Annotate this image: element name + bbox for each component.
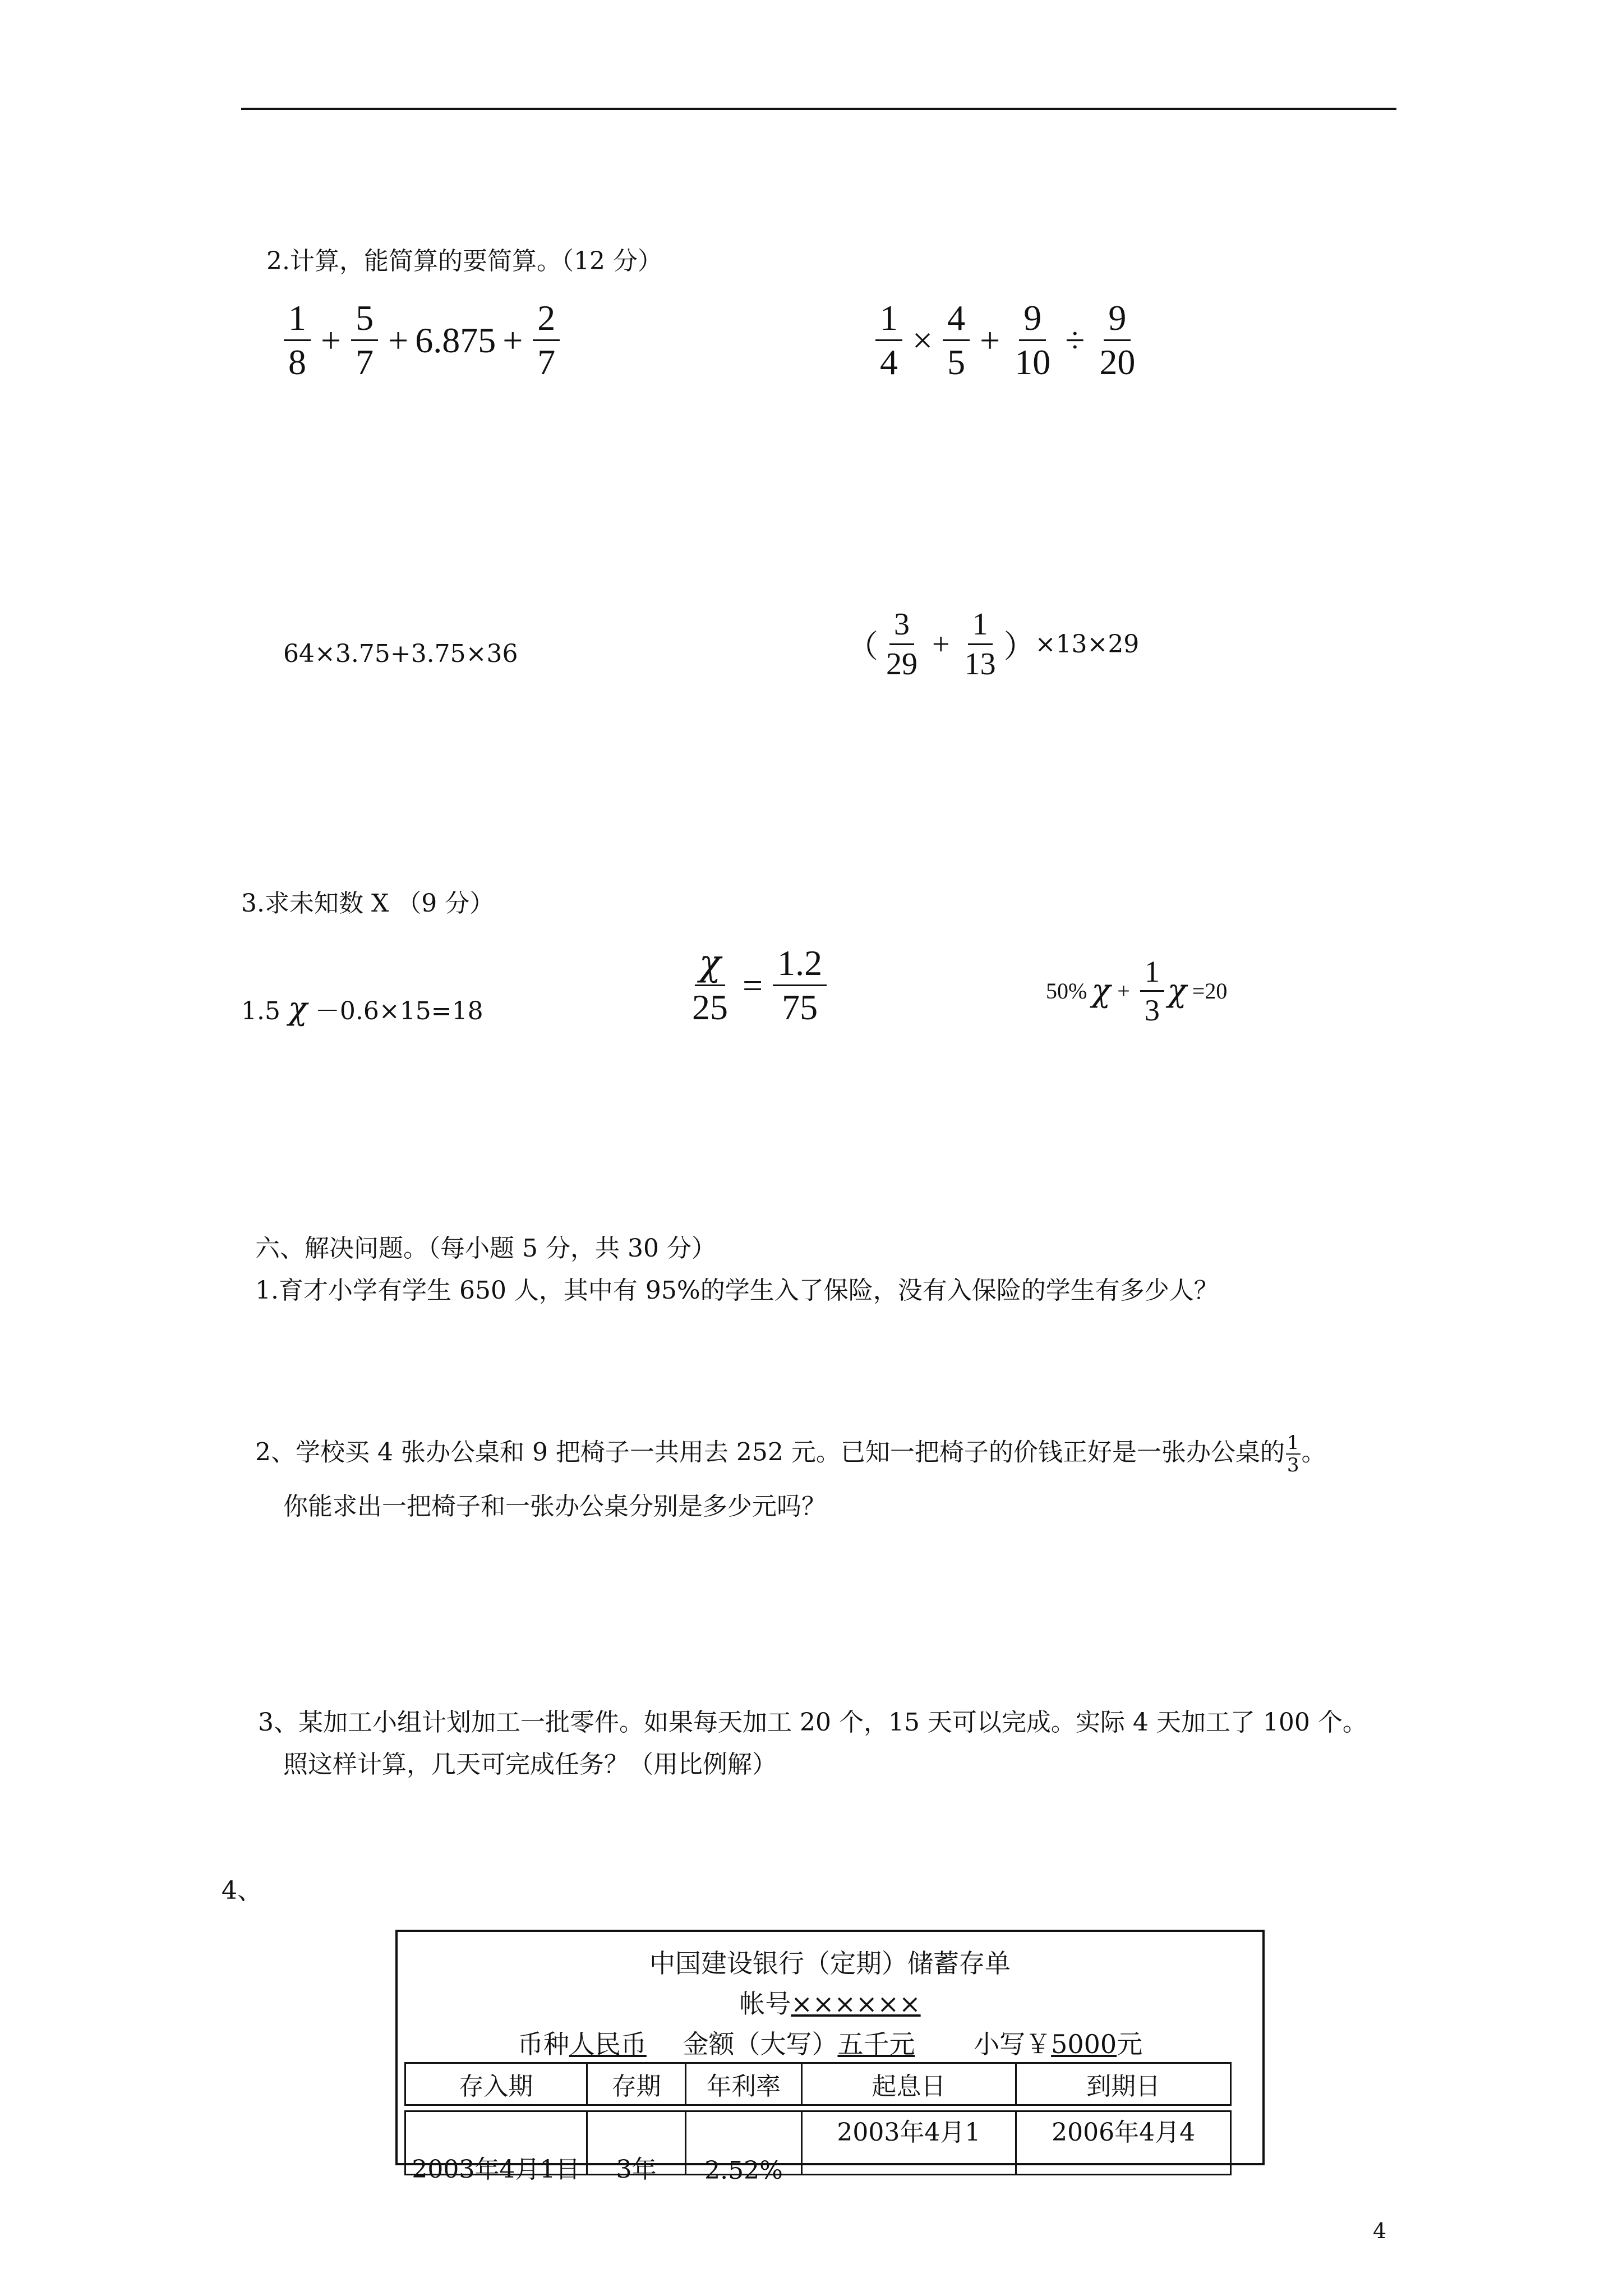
- fraction: $\frac{1}{3}$: [1287, 1432, 1299, 1476]
- q2-title: 2.计算，能简算的要简算。（12 分）: [266, 247, 662, 275]
- table-header-row: 存入期 存期 年利率 起息日 到期日: [405, 2063, 1231, 2105]
- section-6-title: 六、解决问题。（每小题 5 分，共 30 分）: [255, 1234, 716, 1263]
- header-rule: [241, 108, 1396, 110]
- fraction: $\frac{\chi}{25}$: [692, 942, 728, 1027]
- problem-3-line-2: 照这样计算，几天可完成任务？（用比例解）: [283, 1750, 777, 1779]
- fraction: $\frac{1}{8}$: [284, 300, 311, 380]
- fraction: $\frac{4}{5}$: [943, 300, 970, 380]
- problem-2-line-1: 2、学校买 4 张办公桌和 9 把椅子一共用去 252 元。已知一把椅子的价钱正好是一张办公桌的 $\frac{1}{3}$ 。: [255, 1432, 1326, 1476]
- table-row: 2003年4月1日 3年 2.52% 2003年4月1 2006年4月4: [405, 2111, 1231, 2175]
- q2-expression-1: $\frac{1}{8}$ + $\frac{5}{7}$ + 6.875 + $\frac{2}{7}$: [280, 300, 563, 380]
- fraction: $\frac{1.2}{75}$: [773, 945, 827, 1025]
- fraction: $\frac{9}{10}$: [1015, 298, 1051, 382]
- problem-3-line-1: 3、某加工小组计划加工一批零件。如果每天加工 20 个，15 天可以完成。实际 4 天加工了 100 个。: [258, 1708, 1367, 1737]
- page-number: 4: [1373, 2219, 1387, 2243]
- q2-expression-3: 64×3.75+3.75×36: [283, 639, 518, 668]
- bank-deposit-slip: [395, 1930, 1265, 2185]
- problem-1: 1.育才小学有学生 650 人，其中有 95%的学生入了保险，没有入保险的学生有多少人？: [255, 1276, 1219, 1305]
- fraction: $\frac{9}{20}$: [1099, 298, 1136, 382]
- fraction: $\frac{2}{7}$: [533, 300, 560, 380]
- fraction: $\frac{1}{4}$: [875, 300, 902, 380]
- currency-amount-line: 币种人民币 金额（大写）五千元 小写￥5000元: [517, 2029, 1143, 2059]
- q3-equation-1: 1.5 χ －0.6×15=18: [241, 991, 483, 1027]
- fraction: $\frac{3}{29}$: [886, 607, 917, 682]
- problem-2-line-2: 你能求出一把椅子和一张办公桌分别是多少元吗？: [283, 1492, 826, 1521]
- deposit-table: [404, 2062, 1232, 2106]
- slip-title: 中国建设银行（定期）储蓄存单: [649, 1948, 1011, 1978]
- fraction: $\frac{1}{3}$: [1140, 956, 1164, 1025]
- account-number: 帐号××××××: [739, 1989, 921, 2019]
- q3-equation-3: 50% χ + $\frac{1}{3}$ χ =20: [1046, 955, 1228, 1027]
- fraction: $\frac{1}{13}$: [964, 607, 996, 682]
- q3-equation-2: $\frac{\chi}{25}$ = $\frac{1.2}{75}$: [684, 945, 830, 1025]
- q2-expression-2: $\frac{1}{4}$ × $\frac{4}{5}$ + $\frac{9}{10}$ ÷ $\frac{9}{20}$: [872, 300, 1143, 380]
- fraction: $\frac{5}{7}$: [351, 300, 378, 380]
- q3-title: 3.求未知数 X （9 分）: [241, 889, 495, 918]
- table-data-row-clipped: [398, 2110, 1262, 2185]
- q2-expression-4: （ $\frac{3}{29}$ + $\frac{1}{13}$ ） ×13×29: [847, 607, 1140, 682]
- problem-4-label: 4、: [222, 1876, 262, 1905]
